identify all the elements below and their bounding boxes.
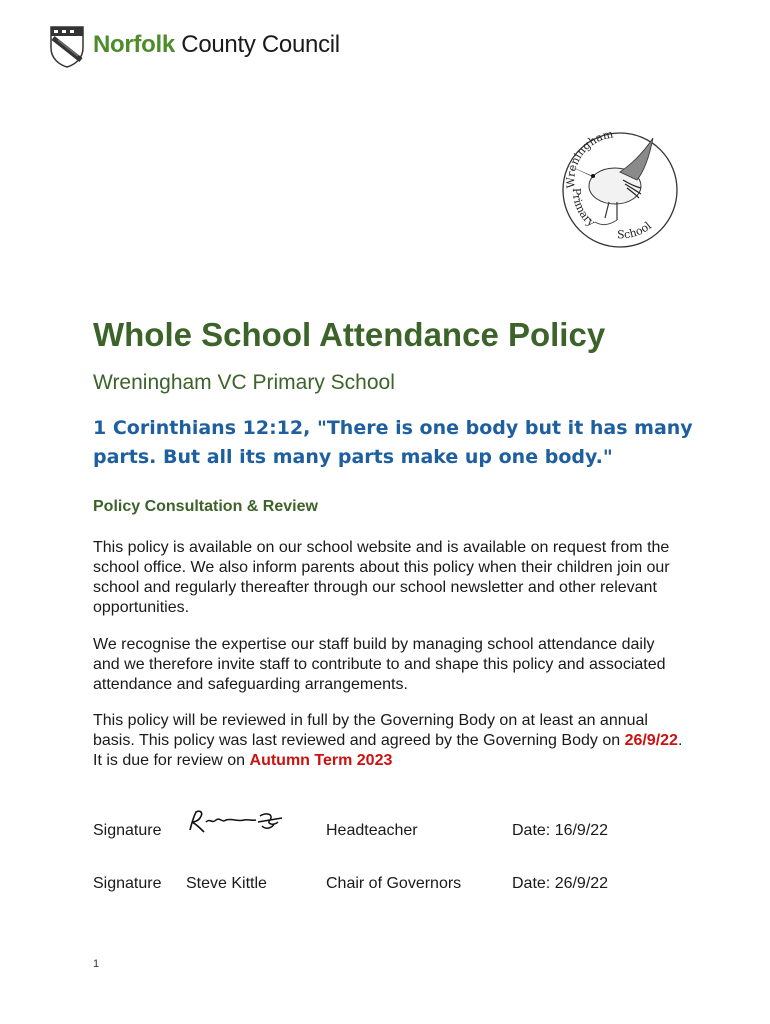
review-term: Autumn Term 2023	[249, 752, 393, 769]
paragraph-availability: This policy is available on our school website and is available on request from the school office. We also inform parents about this policy when their children join our school and regularly thereafter through our school newsletter and other relevant opportunities.	[93, 539, 670, 616]
seal-left-text: Primary	[569, 187, 598, 230]
signature-name-2: Steve Kittle	[186, 875, 267, 892]
signature-role-2: Chair of Governors	[326, 875, 462, 892]
page-subtitle: Wreningham VC Primary School	[93, 371, 395, 394]
signature-role-1: Headteacher	[326, 822, 418, 839]
norfolk-county-council-logo	[50, 26, 360, 70]
logo-word-county-council: County Council	[181, 31, 340, 58]
scripture-quote	[93, 414, 693, 472]
signature-date-1: Date: 16/9/22	[512, 822, 609, 839]
review-text-part1: This policy will be reviewed in full by the Governing Body on at least an annual basis. This policy was last reviewed and agreed by the Governing Body on	[93, 712, 648, 749]
seal-top-text: Wreningham	[564, 127, 615, 189]
signature-label-2: Signature	[93, 875, 162, 892]
page-title: Whole School Attendance Policy	[93, 316, 606, 353]
norfolk-shield-icon	[50, 26, 84, 68]
paragraph-review	[93, 711, 683, 771]
handwritten-signature	[186, 808, 286, 838]
svg-text:School	[617, 219, 654, 241]
page-number: 1	[93, 958, 100, 970]
review-text-part2: . It is due for review on	[93, 732, 683, 769]
school-seal	[545, 118, 685, 258]
review-date: 26/9/22	[624, 732, 678, 749]
signature-date-2: Date: 26/9/22	[512, 875, 609, 892]
paragraph-staff-expertise: We recognise the expertise our staff build by managing school attendance daily and we therefore invite staff to contribute to and shape this policy and associated attendance and safeguarding arrangements.	[93, 636, 666, 693]
quote-line-2: parts. But all its many parts make up one body."	[93, 446, 613, 468]
logo-word-norfolk: Norfolk	[93, 31, 175, 58]
signature-label-1: Signature	[93, 822, 162, 839]
section-heading: Policy Consultation & Review	[93, 498, 318, 515]
seal-right-text: School	[616, 219, 654, 242]
quote-line-1: 1 Corinthians 12:12, "There is one body but it has many	[93, 417, 693, 439]
